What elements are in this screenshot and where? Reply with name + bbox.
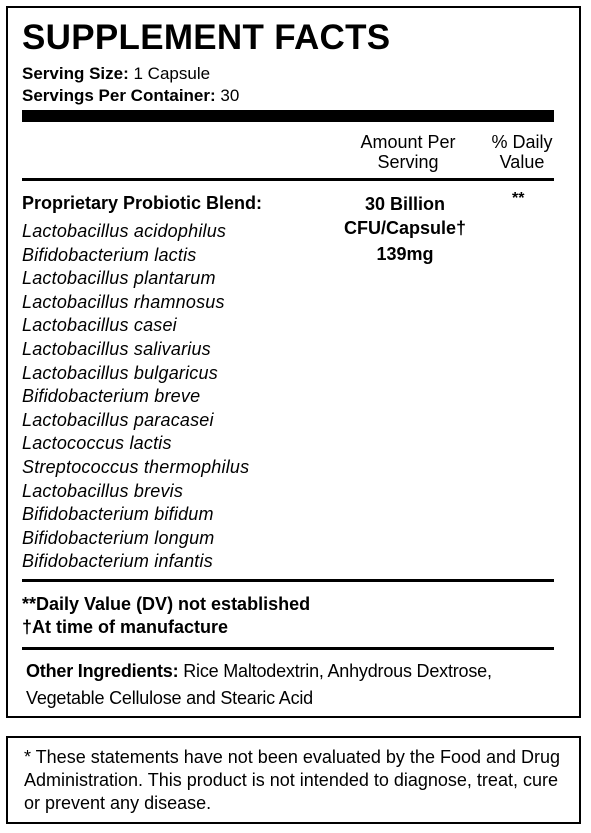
list-item: Lactobacillus plantarum [22,268,216,289]
list-item: Lactobacillus bulgaricus [22,362,218,383]
list-item: Lactobacillus casei [22,315,177,336]
serving-size-label: Serving Size: [22,64,129,83]
amount-header-line1: Amount Per [360,132,456,152]
ingredients-divider [22,579,554,582]
header-divider [22,178,554,181]
fda-disclaimer: * These statements have not been evaluated by the Food and Drug Administration. This product is not intended to diagnose, treat, cure or prevent any disease. [24,747,561,813]
blend-daily-value: ** [512,190,525,207]
thick-divider [22,110,554,122]
list-item: Lactobacillus salivarius [22,338,211,359]
other-ingredients [26,658,546,712]
servings-per-container-label: Servings Per Container: [22,86,216,105]
dv-header-line1: % Daily [491,132,553,152]
list-item: Lactobacillus brevis [22,480,184,501]
dv-header-line2: Value [499,152,545,172]
serving-size-value: 1 Capsule [133,64,211,83]
amount-per-serving-header [348,132,468,172]
list-item: Bifidobacterium infantis [22,551,213,572]
list-item: Bifidobacterium lactis [22,244,197,265]
list-item: Lactobacillus rhamnosus [22,291,225,312]
panel-title: SUPPLEMENT FACTS [22,18,391,57]
list-item: Lactobacillus paracasei [22,409,214,430]
servings-per-container [22,86,239,106]
amount-header-line2: Serving [377,152,439,172]
blend-amount [330,192,480,266]
list-item: Lactococcus lactis [22,433,172,454]
footnote-divider [22,647,554,650]
dv-footnote: **Daily Value (DV) not established [22,594,311,614]
list-item: Lactobacillus acidophilus [22,221,227,241]
list-item: Bifidobacterium breve [22,386,201,407]
blend-amount-cfu: 30 Billion [364,194,445,214]
other-ingredients-label: Other Ingredients: [26,661,179,681]
blend-amount-cfu-unit: CFU/Capsule† [343,218,467,238]
servings-per-container-value: 30 [220,86,240,105]
list-item: Streptococcus thermophilus [22,456,250,477]
list-item: Bifidobacterium bifidum [22,504,214,525]
list-item: Bifidobacterium longum [22,527,215,548]
daily-value-header [478,132,566,172]
blend-amount-mg: 139mg [376,244,434,264]
blend-name: Proprietary Probiotic Blend: [22,193,263,213]
ingredient-list [22,220,249,574]
other-ingredients-text: Rice Maltodextrin, Anhydrous Dextrose, Vegetable Cellulose and Stearic Acid [26,661,492,708]
serving-size [22,64,210,84]
manufacture-footnote: †At time of manufacture [22,617,229,637]
